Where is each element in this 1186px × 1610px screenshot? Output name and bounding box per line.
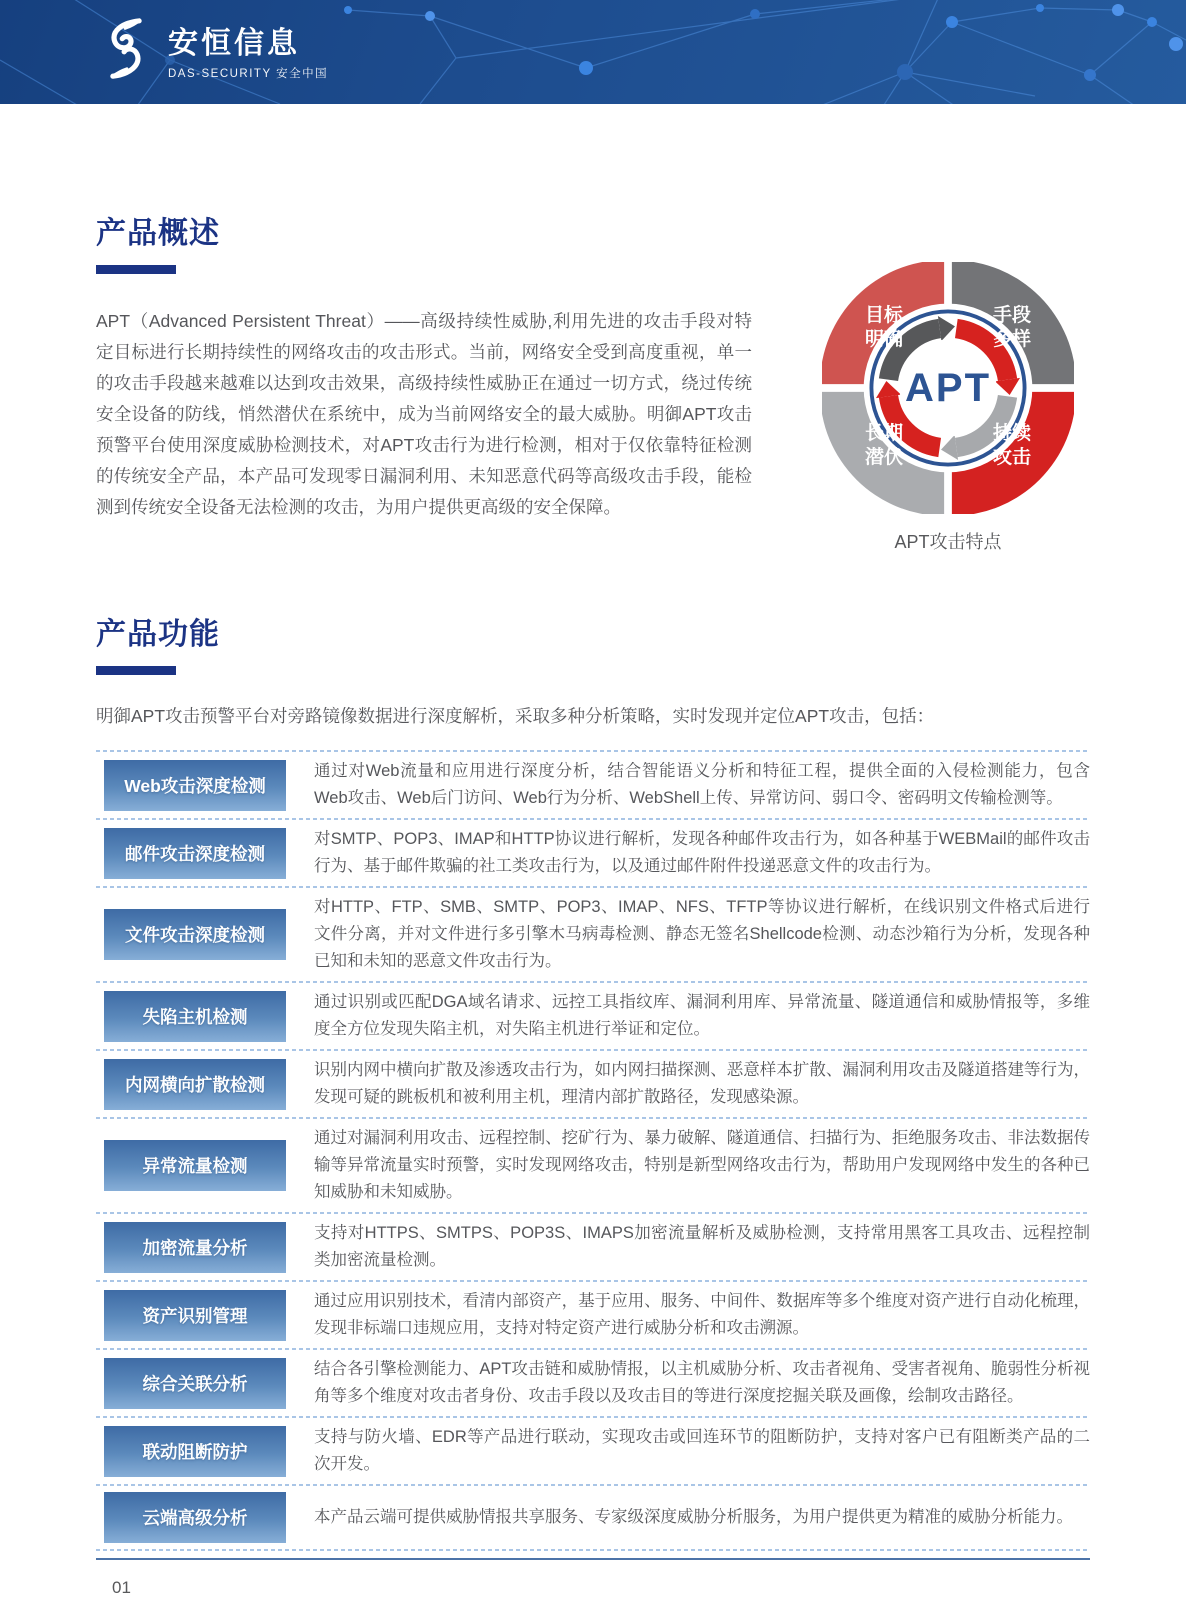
overview-paragraph: APT（Advanced Persistent Threat）——高级持续性威胁,利用先进的攻击手段对特定目标进行长期持续性的网络攻击的攻击形式。当前，网络安全受到高度重视，单一的攻击手段越来越难以达到攻击效果，高级持续性威胁正在通过一切方式，绕过传统安全设备的防线，悄然潜伏在系统中，成为当前网络安全的最大威胁。明御APT攻击预警平台使用深度威胁检测技术，对APT攻击行为进行检测，相对于仅依靠特征检测的传统安全产品，本产品可发现零日漏洞利用、未知恶意代码等高级攻击手段，能检测到传统安全设备无法检测的攻击，为用户提供更高级的安全保障。 — [96, 311, 752, 517]
feature-description: 通过对漏洞利用攻击、远程控制、挖矿行为、暴力破解、隧道通信、扫描行为、拒绝服务攻击、非法数据传输等异常流量实时预警，实时发现网络攻击，特别是新型网络攻击行为，帮助用户发现网络中发生的各种已知威胁和未知威胁。 — [314, 1129, 1090, 1201]
feature-label: 文件攻击深度检测 — [104, 909, 286, 960]
feature-row-asset-management — [96, 1282, 1090, 1348]
page-header — [0, 0, 1186, 104]
feature-label: 综合关联分析 — [104, 1358, 286, 1409]
feature-row-compromised-host — [96, 983, 1090, 1049]
dotted-divider — [96, 1549, 1090, 1551]
feature-label: 内网横向扩散检测 — [104, 1059, 286, 1110]
features-title: 产品功能 — [96, 618, 220, 651]
feature-table — [96, 750, 1090, 1551]
quadrant-label-latent: 长期潜伏 — [864, 423, 903, 468]
feature-row-linkage-blocking — [96, 1418, 1090, 1484]
feature-description: 结合各引擎检测能力、APT攻击链和威胁情报，以主机威胁分析、攻击者视角、受害者视角、脆弱性分析视角等多个维度对攻击者身份、攻击手段以及攻击目的等进行深度挖掘关联及画像，绘制攻击路径。 — [314, 1360, 1090, 1405]
features-intro: 明御APT攻击预警平台对旁路镜像数据进行深度解析，采取多种分析策略，实时发现并定位APT攻击，包括： — [96, 706, 935, 726]
feature-row-encrypted-traffic — [96, 1214, 1090, 1280]
footer-rule — [96, 1558, 1090, 1560]
company-logo — [96, 16, 328, 82]
apt-center-label: APT — [905, 365, 991, 410]
feature-row-correlation-analysis — [96, 1350, 1090, 1416]
feature-row-file-attack — [96, 888, 1090, 981]
logo-tagline: DAS-SECURITY 安全中国 — [168, 67, 329, 80]
quadrant-label-persistent: 持续攻击 — [992, 423, 1031, 468]
feature-description: 支持对HTTPS、SMTPS、POP3S、IMAPS加密流量解析及威胁检测，支持常用黑客工具攻击、远程控制类加密流量检测。 — [314, 1224, 1090, 1269]
feature-description: 通过应用识别技术，看清内部资产，基于应用、服务、中间件、数据库等多个维度对资产进行自动化梳理，发现非标端口违规应用，支持对特定资产进行威胁分析和攻击溯源。 — [314, 1292, 1090, 1337]
section-features — [96, 609, 1090, 1560]
logo-swirl-icon — [96, 16, 156, 82]
feature-row-mail-attack — [96, 820, 1090, 886]
apt-diagram — [798, 262, 1098, 554]
feature-label: 联动阻断防护 — [104, 1426, 286, 1477]
page-number: 01 — [112, 1578, 131, 1597]
feature-label: 异常流量检测 — [104, 1140, 286, 1191]
feature-label: 邮件攻击深度检测 — [104, 828, 286, 879]
feature-label: 资产识别管理 — [104, 1290, 286, 1341]
feature-row-lateral-movement — [96, 1051, 1090, 1117]
feature-description: 支持与防火墙、EDR等产品进行联动，实现攻击或回连环节的阻断防护，支持对客户已有阻断类产品的二次开发。 — [314, 1428, 1090, 1473]
title-underline — [96, 265, 176, 274]
feature-description: 通过识别或匹配DGA域名请求、远控工具指纹库、漏洞利用库、异常流量、隧道通信和威胁情报等，多维度全方位发现失陷主机，对失陷主机进行举证和定位。 — [314, 993, 1090, 1038]
feature-description: 对HTTP、FTP、SMB、SMTP、POP3、IMAP、NFS、TFTP等协议进行解析，在线识别文件格式后进行文件分离，并对文件进行多引擎木马病毒检测、静态无签名Shellcode检测、动态沙箱行为分析，发现各种已知和未知的恶意文件攻击行为。 — [314, 898, 1090, 970]
feature-row-web-attack — [96, 752, 1090, 818]
feature-row-cloud-analysis — [96, 1486, 1090, 1549]
feature-description: 对SMTP、POP3、IMAP和HTTP协议进行解析，发现各种邮件攻击行为，如各种基于WEBMail的邮件攻击行为、基于邮件欺骗的社工类攻击行为，以及通过邮件附件投递恶意文件的攻击行为。 — [314, 830, 1090, 875]
feature-description: 本产品云端可提供威胁情报共享服务、专家级深度威胁分析服务，为用户提供更为精准的威胁分析能力。 — [314, 1508, 1073, 1526]
quadrant-label-methods: 手段多样 — [992, 305, 1031, 350]
feature-label: Web攻击深度检测 — [104, 760, 286, 811]
overview-title: 产品概述 — [96, 217, 220, 250]
section-overview — [96, 208, 1090, 552]
feature-label: 云端高级分析 — [104, 1492, 286, 1543]
logo-company-name: 安恒信息 — [168, 26, 300, 60]
feature-row-abnormal-traffic — [96, 1119, 1090, 1212]
feature-label: 失陷主机检测 — [104, 991, 286, 1042]
feature-description: 识别内网中横向扩散及渗透攻击行为，如内网扫描探测、恶意样本扩散、漏洞利用攻击及隧道搭建等行为，发现可疑的跳板机和被利用主机，理清内部扩散路径，发现感染源。 — [314, 1061, 1090, 1106]
title-underline — [96, 666, 176, 675]
diagram-caption: APT攻击特点 — [894, 532, 1002, 552]
feature-label: 加密流量分析 — [104, 1222, 286, 1273]
quadrant-label-goal: 目标明确 — [864, 305, 903, 350]
feature-description: 通过对Web流量和应用进行深度分析，结合智能语义分析和特征工程，提供全面的入侵检测能力，包含Web攻击、Web后门访问、Web行为分析、WebShell上传、异常访问、弱口令、密码明文传输检测等。 — [314, 762, 1090, 807]
